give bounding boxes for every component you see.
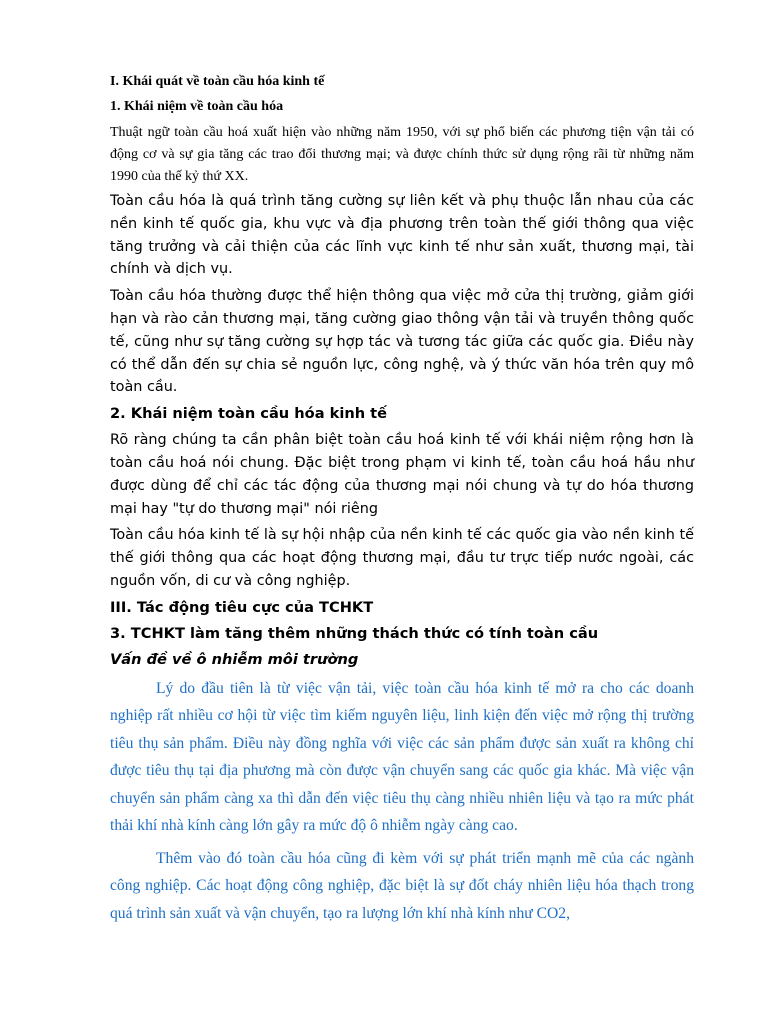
paragraph-economic-definition: Toàn cầu hóa kinh tế là sự hội nhập của nền kinh tế các quốc gia vào nền kinh tế thế giới thông qua các hoạt động thương mại, đầu tư trực tiếp nước ngoài, các nguồn vốn, di cư và công nghiệp.: [110, 527, 694, 589]
subsection-1-heading: 1. Khái niệm về toàn cầu hóa: [110, 99, 284, 114]
subsection-3-heading: 3. TCHKT làm tăng thêm những thách thức có tính toàn cầu: [110, 624, 599, 642]
paragraph-industrial-emissions: Thêm vào đó toàn cầu hóa cũng đi kèm với sự phát triển mạnh mẽ của các ngành công nghiệp. Các hoạt động công nghiệp, đặc biệt là sự đốt cháy nhiên liệu hóa thạch trong quá trình sản xuất và vận chuyển, tạo ra lượng lớn khí nhà kính như CO2,: [110, 849, 694, 922]
paragraph-globalization-expression: Toàn cầu hóa thường được thể hiện thông qua việc mở cửa thị trường, giảm giới hạn và rào cản thương mại, tăng cường giao thông vận tải và truyền thông quốc tế, cũng như sự tăng cường sự hợp tác và tương tác giữa các quốc gia. Điều này có thể dẫn đến sự chia sẻ nguồn lực, công nghệ, và ý thức văn hóa trên quy mô toàn cầu.: [110, 288, 694, 396]
section-iii-heading: III. Tác động tiêu cực của TCHKT: [110, 598, 374, 616]
paragraph-term-origin: Thuật ngữ toàn cầu hoá xuất hiện vào những năm 1950, với sự phổ biến các phương tiện vận tải có động cơ và sự gia tăng các trao đổi thương mại; và được chính thức sử dụng rộng rãi từ những năm 1990 của thế kỷ thứ XX.: [110, 125, 694, 184]
paragraph-economic-distinction: Rõ ràng chúng ta cần phân biệt toàn cầu hoá kinh tế với khái niệm rộng hơn là toàn cầu hoá nói chung. Đặc biệt trong phạm vi kinh tế, toàn cầu hoá hầu như được dùng để chỉ các tác động của thương mại nói chung và tự do hóa thương mại hay "tự do thương mại" nói riêng: [110, 432, 694, 517]
section-i-heading: I. Khái quát về toàn cầu hóa kinh tế: [110, 74, 325, 89]
pollution-heading: Vấn đề về ô nhiễm môi trường: [110, 650, 359, 668]
subsection-2-heading: 2. Khái niệm toàn cầu hóa kinh tế: [110, 405, 388, 423]
paragraph-transport-pollution: Lý do đầu tiên là từ việc vận tải, việc toàn cầu hóa kinh tế mở ra cho các doanh nghiệp rất nhiều cơ hội từ việc tìm kiếm nguyên liệu, linh kiện đến việc mở rộng thị trường tiêu thụ sản phẩm. Điều này đồng nghĩa với việc các sản phẩm được sản xuất ra không chỉ được tiêu thụ tại địa phương mà còn được vận chuyển sang các quốc gia khác. Mà việc vận chuyển sản phẩm càng xa thì dẫn đến việc tiêu thụ càng nhiều nhiên liệu và tạo ra mức phát thải khí nhà kính càng lớn gây ra mức độ ô nhiễm ngày càng cao.: [110, 679, 694, 835]
document-page: [110, 66, 694, 932]
paragraph-globalization-definition: Toàn cầu hóa là quá trình tăng cường sự liên kết và phụ thuộc lẫn nhau của các nền kinh tế quốc gia, khu vực và địa phương trên toàn thế giới thông qua việc tăng trưởng và cải thiện của các lĩnh vực kinh tế như sản xuất, thương mại, tài chính và dịch vụ.: [110, 193, 694, 278]
